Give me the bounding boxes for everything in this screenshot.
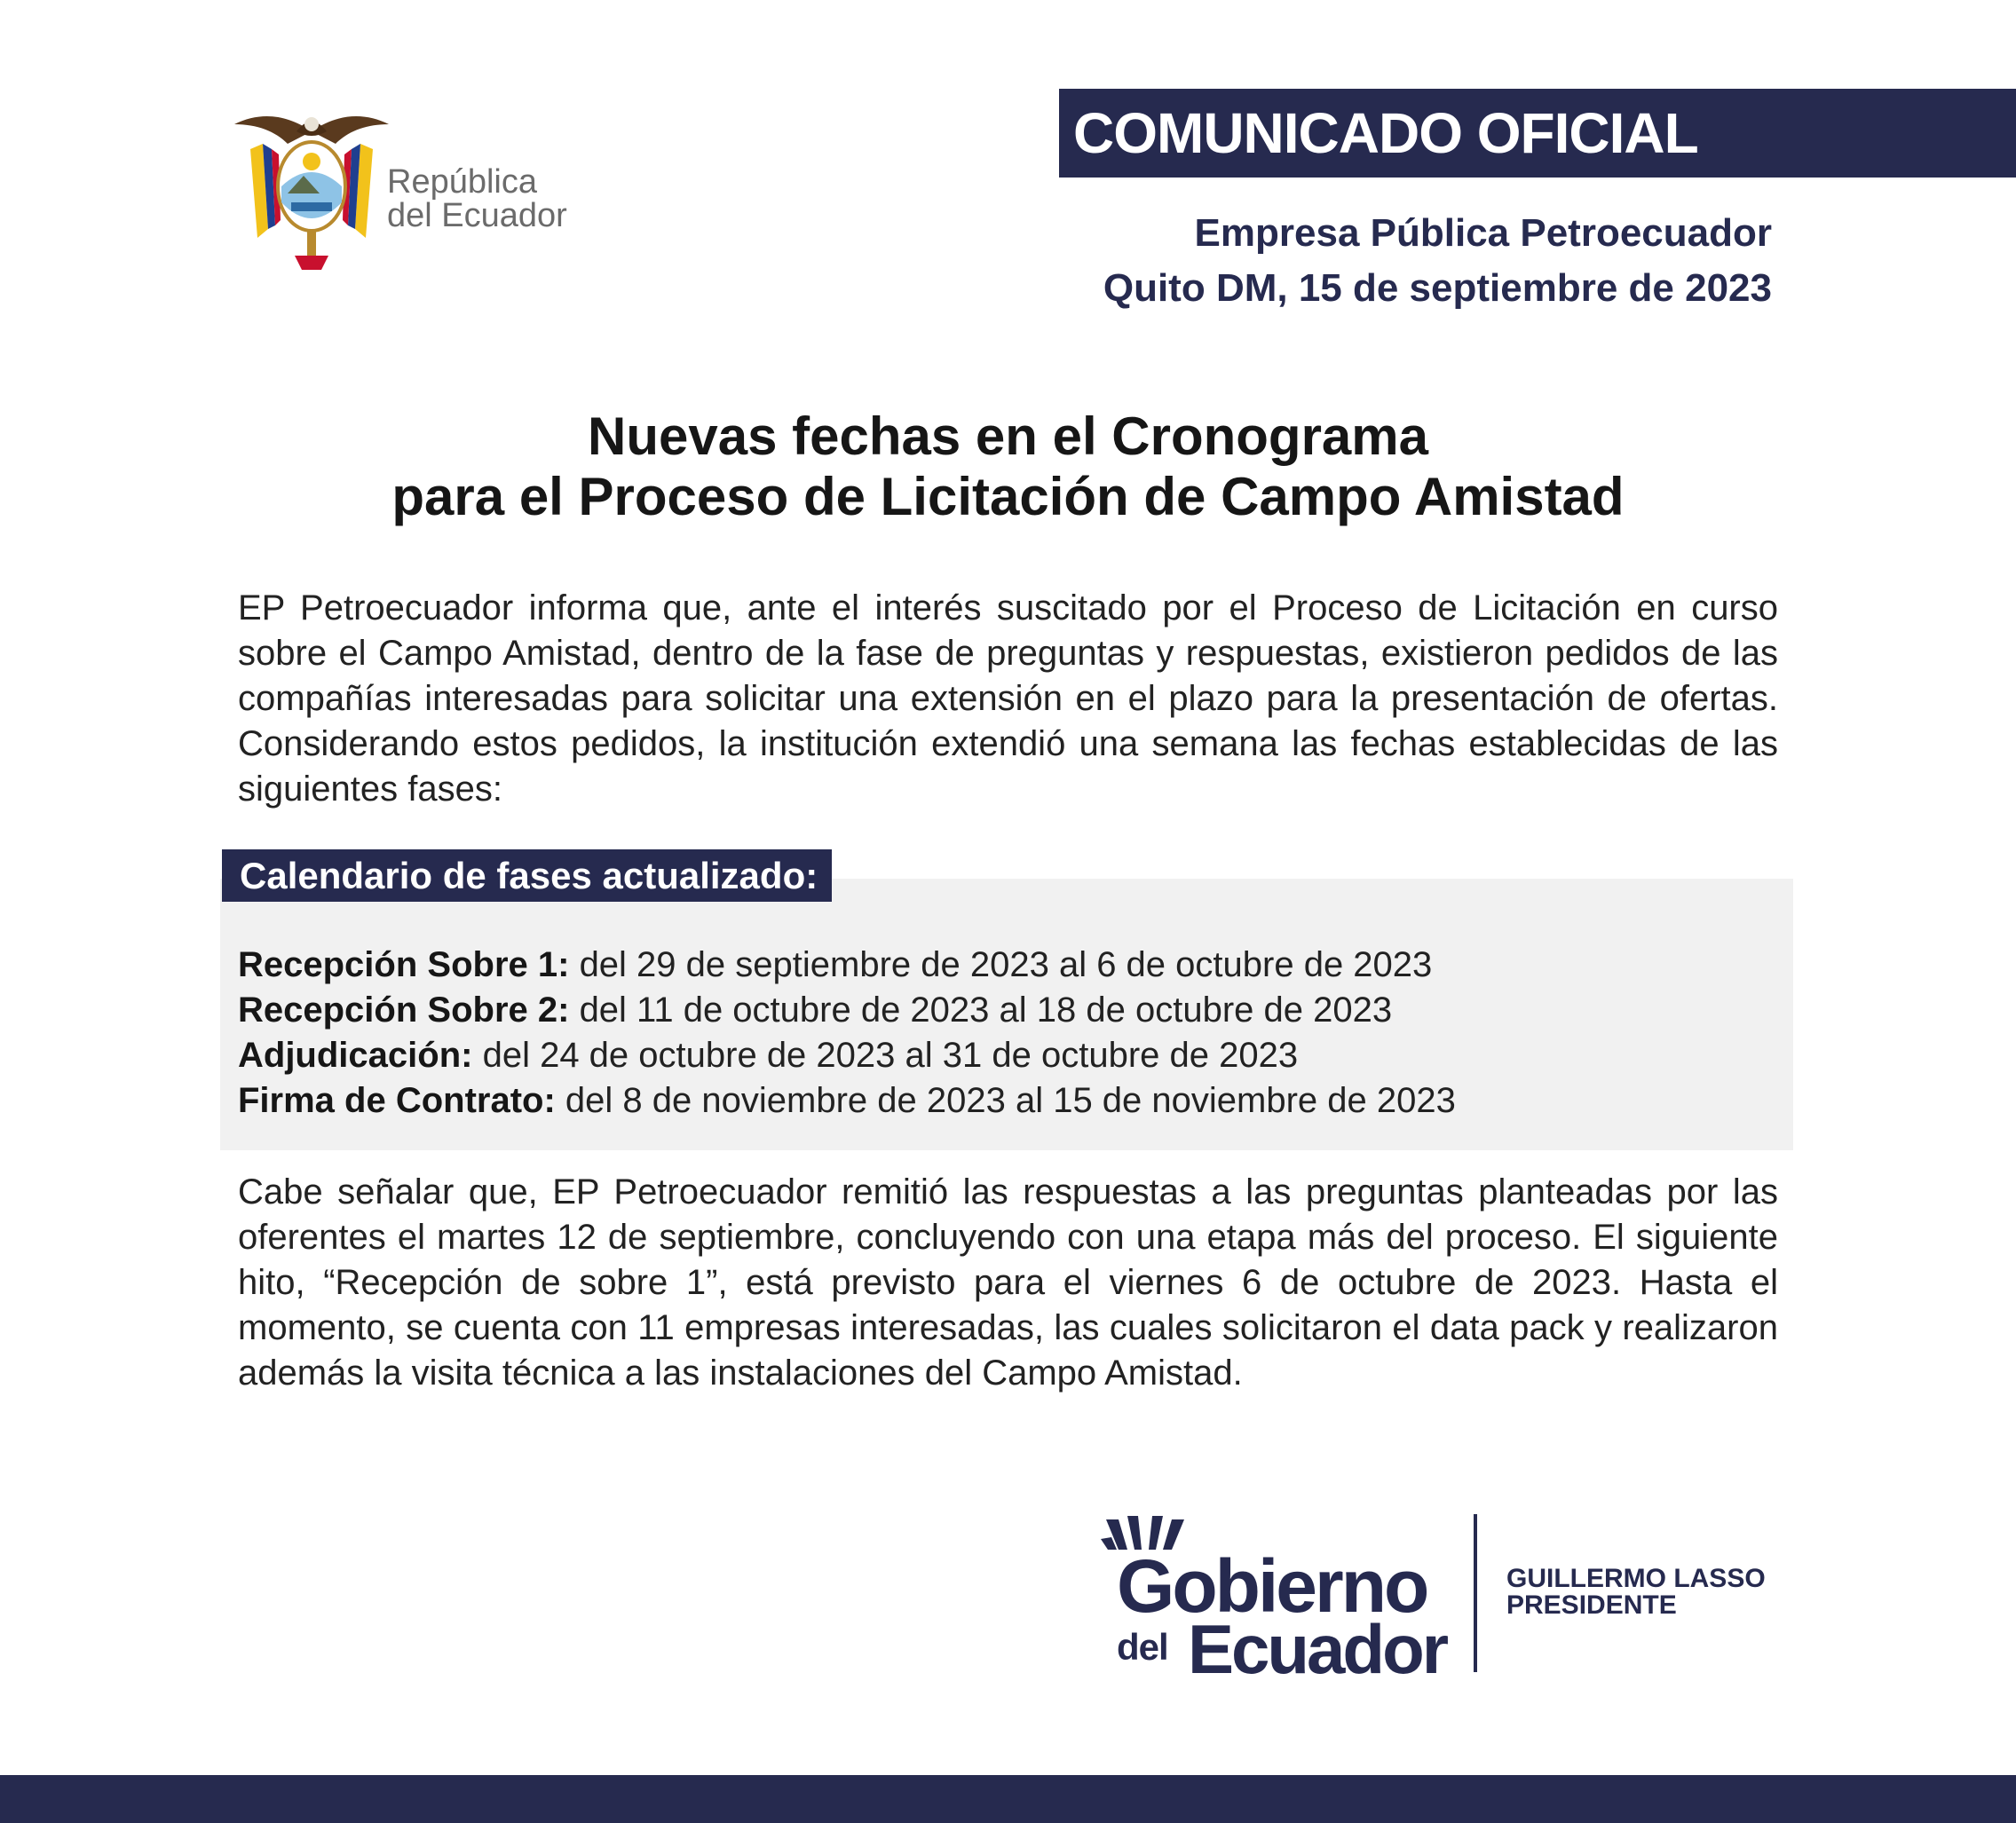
calendar-label: Calendario de fases actualizado: (222, 849, 832, 902)
footer-divider (1474, 1514, 1477, 1672)
coat-of-arms-icon (233, 105, 391, 273)
republic-line2: del Ecuador (387, 197, 567, 234)
del-wordmark: del (1117, 1626, 1168, 1668)
calendar-dates: del 11 de octubre de 2023 al 18 de octubre de 2023 (579, 990, 1393, 1030)
bottom-bar (0, 1775, 2016, 1823)
calendar-list (238, 943, 1456, 1124)
calendar-dates: del 29 de septiembre de 2023 al 6 de octubre de 2023 (579, 945, 1433, 984)
calendar-item (238, 988, 1456, 1033)
calendar-dates: del 24 de octubre de 2023 al 31 de octubre de 2023 (482, 1036, 1299, 1075)
calendar-phase: Recepción Sobre 1: (238, 945, 570, 984)
president-name: GUILLERMO LASSO (1506, 1564, 1766, 1593)
republic-name (387, 165, 567, 233)
gobierno-wordmark: Gobierno (1117, 1544, 1427, 1628)
republic-line1: República (387, 163, 537, 201)
ecuador-wordmark: Ecuador (1188, 1610, 1447, 1688)
title-line1: Nuevas fechas en el Cronograma (587, 406, 1429, 466)
title-line2: para el Proceso de Licitación de Campo Amistad (391, 467, 1625, 526)
calendar-item (238, 1033, 1456, 1078)
calendar-item (238, 1078, 1456, 1124)
calendar-item (238, 943, 1456, 988)
issuer-block (1103, 206, 1772, 316)
president-title: PRESIDENTE (1506, 1590, 1677, 1620)
banner-title: COMUNICADO OFICIAL (1073, 101, 1698, 165)
calendar-phase: Adjudicación: (238, 1036, 473, 1075)
closing-paragraph: Cabe señalar que, EP Petroecuador remitió las respuestas a las preguntas planteadas por las oferentes el martes 12 de septiembre, concluyendo con una etapa más del proceso. El siguiente hito, “Recepción de sobre 1”, está previsto para el viernes 6 de octubre de 2023. Hasta el momento, se cuenta con 11 empresas interesadas, las cuales solicitaron el data pack y realizaron además la visita técnica a las instalaciones del Campo Amistad. (238, 1172, 1778, 1393)
comunicado-banner (1059, 89, 2016, 178)
calendar-phase: Recepción Sobre 2: (238, 990, 570, 1030)
calendar-phase: Firma de Contrato: (238, 1081, 556, 1120)
place-date: Quito DM, 15 de septiembre de 2023 (1103, 266, 1772, 310)
calendar-dates: del 8 de noviembre de 2023 al 15 de noviembre de 2023 (565, 1081, 1456, 1120)
intro-paragraph: EP Petroecuador informa que, ante el interés suscitado por el Proceso de Licitación en curso sobre el Campo Amistad, dentro de la fase de preguntas y respuestas, existieron pedidos de las compañías interesadas para solicitar una extensión en el plazo para la presentación de ofertas. Considerando estos pedidos, la institución extendió una semana las fechas establecidas de las siguientes fases: (238, 588, 1778, 809)
document-title (0, 406, 2016, 527)
organization-name: Empresa Pública Petroecuador (1194, 211, 1772, 255)
president-block (1506, 1566, 1766, 1619)
